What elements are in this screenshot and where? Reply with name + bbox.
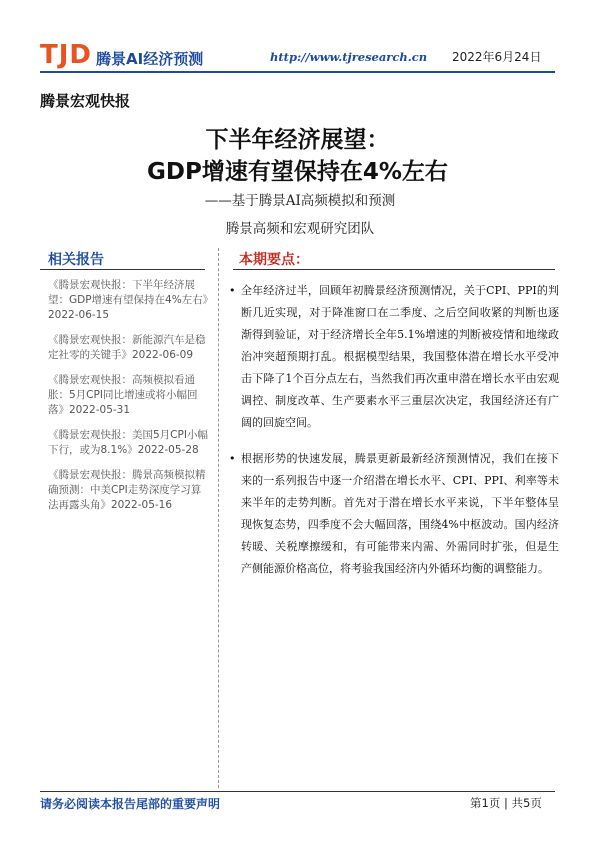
key-points-list xyxy=(229,280,559,594)
header-divider xyxy=(40,71,555,73)
related-report-item[interactable]: 《腾景宏观快报：腾景高频模拟精确预测：中美CPI走势深度学习算法再露头角》2022-05-16 xyxy=(48,469,206,511)
report-date: 2022年6月24日 xyxy=(452,50,542,64)
related-report-item[interactable]: 《腾景宏观快报：美国5月CPI小幅下行，或为8.1%》2022-05-28 xyxy=(48,429,208,456)
bullet-icon: • xyxy=(229,284,236,297)
key-points-heading: 本期要点： xyxy=(239,252,309,268)
related-report-item[interactable]: 《腾景宏观快报：新能源汽车是稳定社零的关键手》2022-06-09 xyxy=(48,334,206,361)
related-report-item[interactable]: 《腾景宏观快报：高频模拟看通胀：5月CPI同比增速或将小幅回落》2022-05-31 xyxy=(48,374,198,416)
key-point-item xyxy=(229,448,559,580)
company-logo xyxy=(40,40,203,70)
report-title-line2: GDP增速有望保持在4%左右 xyxy=(147,159,448,185)
related-reports-divider xyxy=(40,269,205,270)
related-reports-heading: 相关报告 xyxy=(48,252,104,268)
related-report-item[interactable]: 《腾景宏观快报：下半年经济展望：GDP增速有望保持在4%左右》2022-06-15 xyxy=(48,279,208,321)
page-number: 第1页 | 共5页 xyxy=(470,796,542,810)
report-subtitle: ——基于腾景AI高频模拟和预测 xyxy=(204,193,396,209)
disclaimer-notice: 请务必阅读本报告尾部的重要声明 xyxy=(40,797,221,811)
author-team: 腾景高频和宏观研究团队 xyxy=(225,221,375,237)
key-point-text: 根据形势的快速发展，腾景更新最新经济预测情况，我们在接下来的一系列报告中逐一介绍潜在增长水平、CPI、PPI、利率等未来半年的走势判断。首先对于潜在增长水平来说，下半年整体呈现恢复态势，四季度不会大幅回落，围绕4%中枢波动。国内经济转暖、关税摩擦缓和，有可能带来内需、外需同时扩张，但是生产侧能源价格高位，将考验我国经济内外循环均衡的调整能力。 xyxy=(241,452,559,575)
key-point-item xyxy=(229,280,559,434)
key-points-divider xyxy=(233,269,555,270)
report-title-line1: 下半年经济展望： xyxy=(205,127,390,153)
logo-text: 腾景AI经济预测 xyxy=(96,49,204,68)
series-name: 腾景宏观快报 xyxy=(40,92,131,110)
website-link[interactable]: http://www.tjresearch.cn xyxy=(270,50,428,64)
logo-letters: TJD xyxy=(40,40,92,70)
footer-divider xyxy=(40,791,555,792)
related-reports-list xyxy=(48,278,208,523)
bullet-icon: • xyxy=(229,452,236,465)
key-point-text: 全年经济过半，回顾年初腾景经济预测情况，关于CPI、PPI的判断几近实现，对于降准窗口在二季度、之后空间收紧的判断也逐渐得到验证，对于经济增长全年5.1%增速的判断被疫情和地缘政治冲突超预期打乱。根据模型结果，我国整体潜在增长水平受冲击下降了1个百分点左右，当然我们再次重申潜在增长水平由宏观调控、制度改革、生产要素水平三重层次决定，我国经济还有广阔的回旋空间。 xyxy=(241,284,559,429)
column-separator xyxy=(218,248,219,788)
